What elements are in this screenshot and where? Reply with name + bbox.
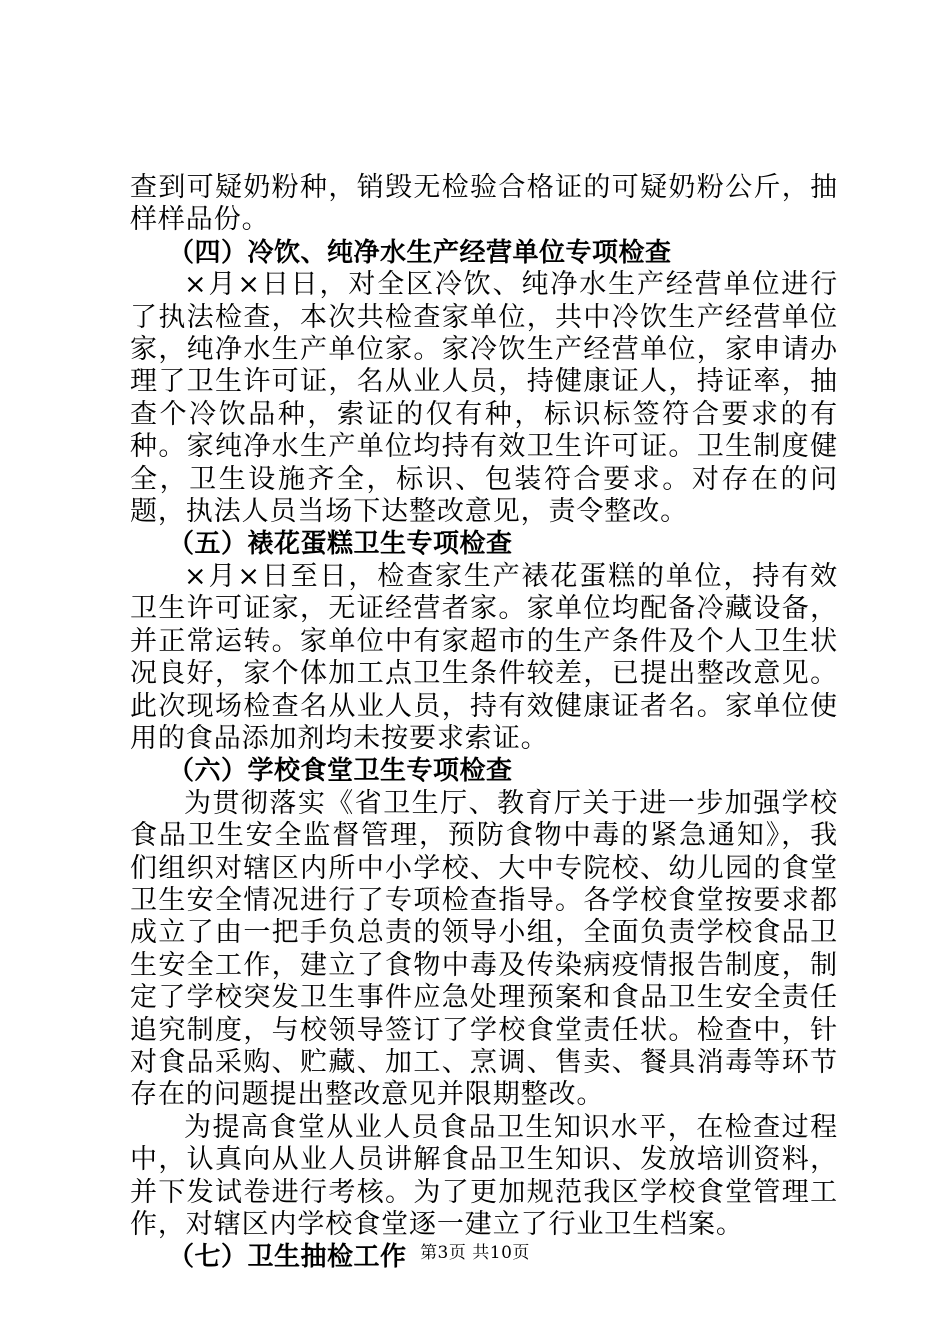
page-number-footer: 第3页 共10页 [420,1243,530,1263]
section-heading: （四）冷饮、纯净水生产经营单位专项检查 [168,237,672,268]
section-heading: （五）裱花蛋糕卫生专项检查 [168,529,513,560]
document-body [130,172,838,1274]
paragraph: 查到可疑奶粉种，销毁无检验合格证的可疑奶粉公斤，抽样样品份。 [130,172,838,236]
paragraph: ×月×日日，对全区冷饮、纯净水生产经营单位进行了执法检查，本次共检查家单位，共中冷饮生产经营单位家，纯净水生产单位家。家冷饮生产经营单位，家申请办理了卫生许可证，名从业人员，持健康证人，持证率，抽查个冷饮品种，索证的仅有种，标识标签符合要求的有种。家纯净水生产单位均持有效卫生许可证。卫生制度健全，卫生设施齐全，标识、包装符合要求。对存在的问题，执法人员当场下达整改意见，责令整改。 [130,269,838,528]
section-heading: （六）学校食堂卫生专项检查 [168,756,513,787]
paragraph: 为提高食堂从业人员食品卫生知识水平，在检查过程中，认真向从业人员讲解食品卫生知识、发放培训资料，并下发试卷进行考核。为了更加规范我区学校食堂管理工作，对辖区内学校食堂逐一建立了行业卫生档案。 [130,1111,838,1240]
paragraph: ×月×日至日，检查家生产裱花蛋糕的单位，持有效卫生许可证家，无证经营者家。家单位均配备冷藏设备，并正常运转。家单位中有家超市的生产条件及个人卫生状况良好，家个体加工点卫生条件较差，已提出整改意见。此次现场检查名从业人员，持有效健康证者名。家单位使用的食品添加剂均未按要求索证。 [130,560,838,754]
section-heading: （七）卫生抽检工作 [168,1242,407,1273]
paragraph: 为贯彻落实《省卫生厅、教育厅关于进一步加强学校食品卫生安全监督管理，预防食物中毒的紧急通知》，我们组织对辖区内所中小学校、大中专院校、幼儿园的食堂卫生安全情况进行了专项检查指导。各学校食堂按要求都成立了由一把手负总责的领导小组，全面负责学校食品卫生安全工作，建立了食物中毒及传染病疫情报告制度，制定了学校突发卫生事件应急处理预案和食品卫生安全责任追究制度，与校领导签订了学校食堂责任状。检查中，针对食品采购、贮藏、加工、烹调、售卖、餐具消毒等环节存在的问题提出整改意见并限期整改。 [130,787,838,1111]
